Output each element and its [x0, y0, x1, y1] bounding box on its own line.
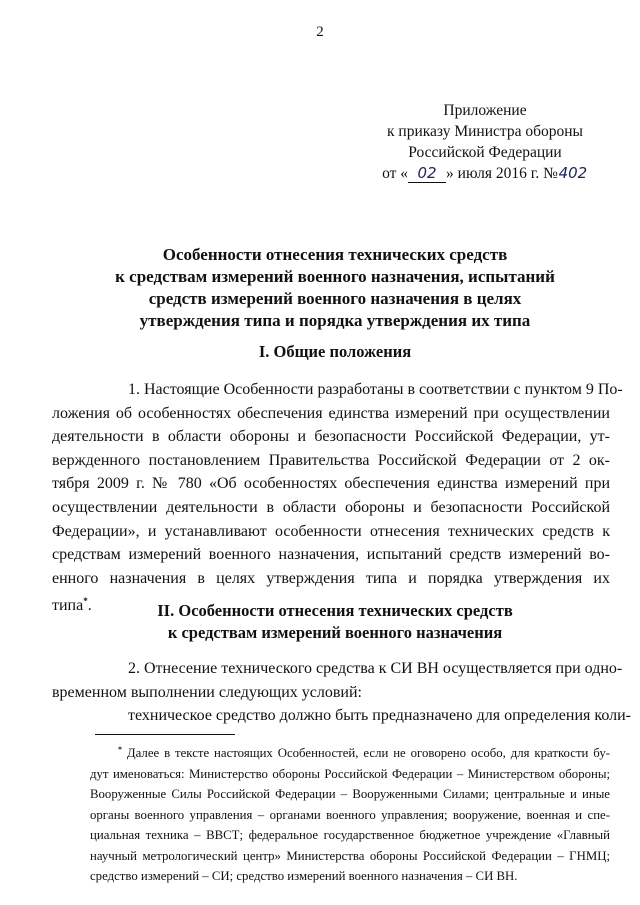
footnote-line: циальная техника – ВВСТ; федеральное государственное бюджетное учреждение «Главный [90, 828, 610, 842]
paragraph-line: техническое средство должно быть предназначено для определения коли- [128, 707, 631, 725]
order-number-field [558, 165, 588, 183]
paragraph-line: 2. Отнесение технического средства к СИ ВН осуществляется при одно- [128, 660, 623, 677]
appendix-label: Приложение [443, 102, 527, 119]
order-number-handwritten: 402 [558, 164, 588, 182]
date-middle: » июля 2016 г. № [446, 165, 558, 182]
appendix-country: Российской Федерации [408, 144, 562, 161]
footnote-line: научный метрологический центр» Министерства обороны Российской Федерации – ГНМЦ; [90, 848, 610, 863]
paragraph-end: . [87, 597, 92, 615]
paragraph-line: деятельности в области обороны и безопасности Российской Федерации, ут- [52, 428, 610, 446]
footnote-line [90, 740, 610, 764]
footnote-divider [95, 734, 235, 735]
footnote-line: средство измерений – СИ; средство измерений военного назначения – СИ ВН. [90, 869, 518, 883]
section-heading-text: I. Общие положения [258, 342, 412, 361]
paragraph-line: ложения об особенностях обеспечения единства измерений при осуществлении [52, 404, 610, 422]
paragraph-line: вержденного постановлением Правительства Российской Федерации от 2 ок- [52, 451, 610, 469]
footnote-line: дут именоваться: Министерство обороны Российской Федерации – Министерством обороны; [90, 766, 610, 781]
appendix-order-ref: к приказу Министра обороны [387, 123, 583, 140]
section-heading-text: II. Особенности отнесения технических средств [157, 601, 513, 620]
paragraph-2 [52, 657, 631, 728]
title-line: средств измерений военного назначения в целях [148, 289, 522, 308]
footnote [90, 740, 610, 887]
page-number: 2 [316, 24, 324, 40]
paragraph-line: енного назначения в целях утверждения типа и порядка утверждения их [52, 569, 610, 587]
paragraph-line: временном выполнении следующих условий: [52, 683, 362, 701]
paragraph-line: Федерации», и устанавливают особенности отнесения технических средств к [52, 522, 610, 540]
footnote-line: Вооруженные Силы Российской Федерации – Вооруженными Силами; центральные и иные [90, 787, 610, 801]
appendix-header [360, 100, 610, 184]
title-line: к средствам измерений военного назначения, испытаний [115, 267, 555, 286]
footnote-reference[interactable]: * [83, 596, 88, 607]
section-2-heading [70, 600, 600, 644]
title-line: утверждения типа и порядка утверждения их типа [139, 311, 531, 330]
date-day-handwritten: 02 [417, 164, 437, 182]
paragraph-line: осуществлении деятельности в области обороны и безопасности Российской [52, 498, 610, 516]
appendix-date-line [360, 163, 610, 184]
document-title [70, 244, 600, 332]
section-1-heading [70, 341, 600, 363]
date-prefix: от « [382, 165, 409, 182]
footnote-line-text: Далее в тексте настоящих Особенностей, если не оговорено особо, для краткости бу- [126, 746, 610, 760]
title-line: Особенности отнесения технических средств [162, 245, 508, 264]
paragraph-line: 1. Настоящие Особенности разработаны в соответствии с пунктом 9 По- [128, 381, 623, 398]
paragraph-1 [52, 378, 623, 618]
section-heading-text: к средствам измерений военного назначения [167, 623, 503, 642]
footnote-line: органы военного управления – органами военного управления; вооружение, военная и спе- [90, 807, 610, 822]
paragraph-line-text: типа [52, 597, 84, 615]
date-day-field [408, 165, 446, 183]
paragraph-line: средствам измерений военного назначения, испытаний средств измерений во- [52, 546, 610, 564]
footnote-mark: * [118, 745, 122, 754]
paragraph-line: тября 2009 г. № 780 «Об особенностях обеспечения единства измерений при [52, 475, 610, 493]
